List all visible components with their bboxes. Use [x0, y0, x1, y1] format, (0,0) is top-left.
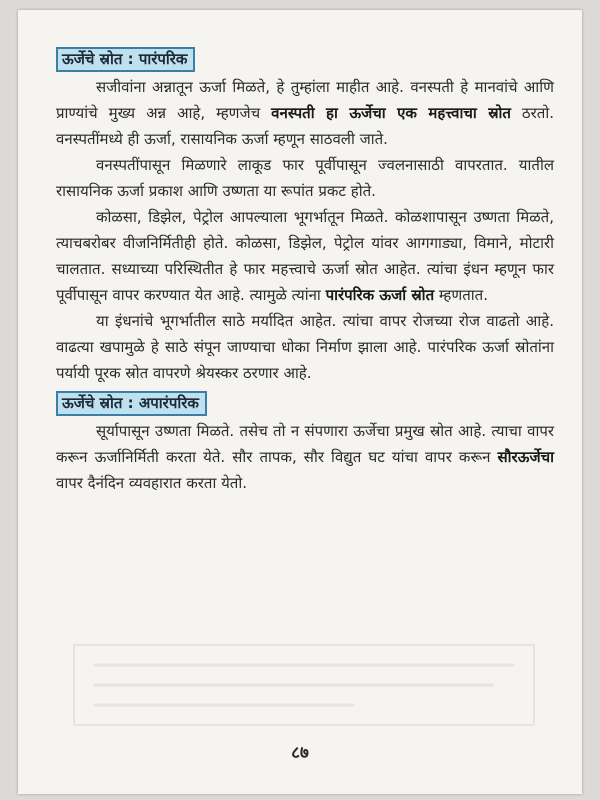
page-content [56, 46, 554, 496]
paragraph-fossil-fuels [56, 204, 554, 308]
paragraph-solar-energy [56, 418, 554, 496]
bold-phrase: पारंपरिक ऊर्जा स्रोत [325, 286, 435, 304]
paragraph-text: वापर दैनंदिन व्यवहारात करता येतो. [56, 474, 248, 492]
book-page [18, 10, 582, 794]
paragraph-plants-energy [56, 74, 554, 152]
paragraph-text: कोळसा, डिझेल, पेट्रोल आपल्याला भूगर्भातून मिळते. कोळशापासून उष्णता मिळते, त्याचबरोबर वीजनिर्मितीही होते. कोळसा, डिझेल, पेट्रोल यांवर आगगाड्या, विमाने, मोटारी चालतात. सध्याच्या परिस्थितीत हे फार महत्त्वाचे ऊर्जा स्रोत आहेत. त्यांचा इंधन म्हणून फार पूर्वीपासून वापर करण्यात येत आहे. त्यामुळे त्यांना [56, 208, 554, 304]
paragraph-text: ठरतो. वनस्पतींमध्ये ही ऊर्जा, रासायनिक ऊर्जा म्हणून साठवली जाते. [56, 104, 554, 148]
bold-phrase: वनस्पती हा ऊर्जेचा एक महत्त्वाचा स्रोत [271, 104, 511, 122]
section-heading-nontraditional: ऊर्जेचे स्रोत : अपारंपरिक [56, 391, 207, 416]
bleed-through-illustration [54, 640, 554, 730]
paragraph-text: म्हणतात. [434, 286, 488, 304]
section-heading-traditional: ऊर्जेचे स्रोत : पारंपरिक [56, 47, 195, 72]
bold-phrase: सौरऊर्जेचा [497, 448, 554, 466]
paragraph-text: सजीवांना अन्नातून ऊर्जा मिळते, हे तुम्हांला माहीत आहे. वनस्पती हे मानवांचे आणि प्राण्यांचे मुख्य अन्न आहे, म्हणजेच [56, 78, 554, 122]
page-number: ८७ [291, 743, 309, 763]
paragraph-wood-fuel: वनस्पतींपासून मिळणारे लाकूड फार पूर्वीपासून ज्वलनासाठी वापरतात. यातील रासायनिक ऊर्जा प्रकाश आणि उष्णता या रूपांत प्रकट होते. [56, 156, 554, 200]
paragraph-text: सूर्यापासून उष्णता मिळते. तसेच तो न संपणारा ऊर्जेचा प्रमुख स्रोत आहे. त्याचा वापर करून ऊर्जानिर्मिती करता येते. सौर तापक, सौर विद्युत घट यांचा वापर करून [56, 422, 554, 466]
paragraph-limited-reserves: या इंधनांचे भूगर्भातील साठे मर्यादित आहेत. त्यांचा वापर रोजच्या रोज वाढतो आहे. वाढत्या खपामुळे हे साठे संपून जाण्याचा धोका निर्माण झाला आहे. पारंपरिक ऊर्जा स्रोतांना पर्यायी पूरक स्रोत वापरणे श्रेयस्कर ठरणार आहे. [56, 312, 554, 382]
